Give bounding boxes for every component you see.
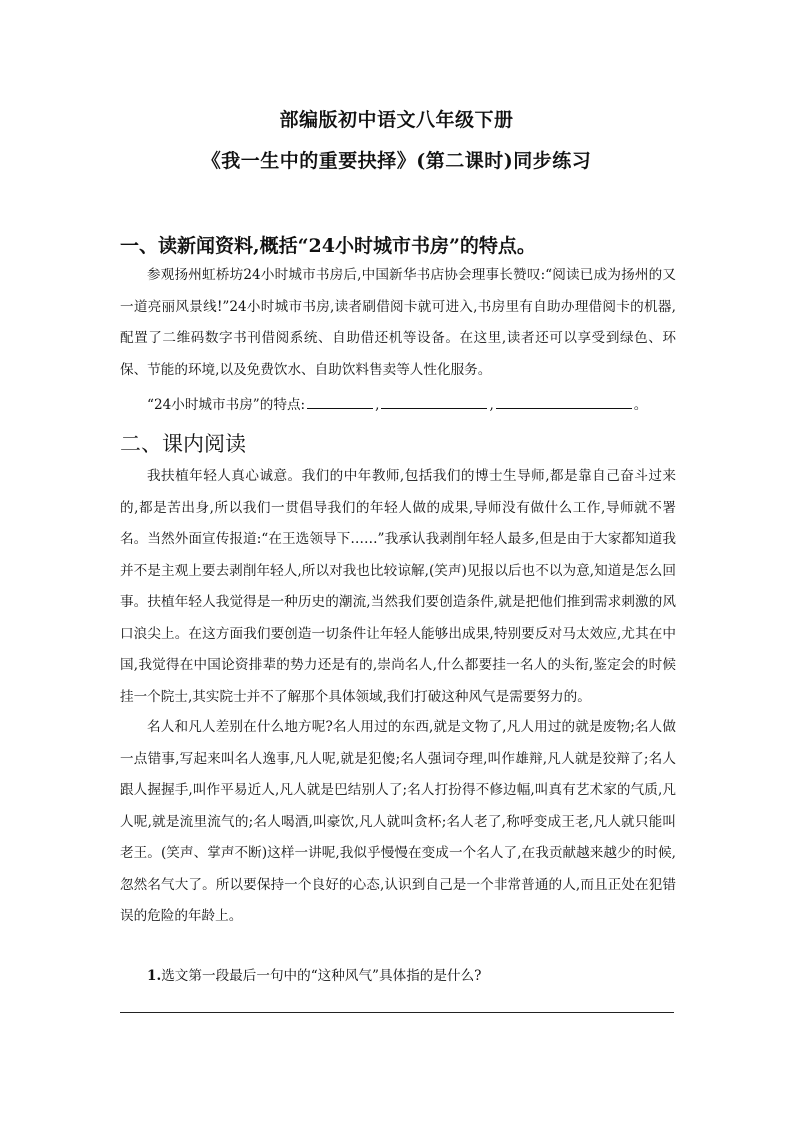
features-prefix: “24小时城市书房”的特点: (147, 397, 306, 413)
news-paragraph: 参观扬州虹桥坊24小时城市书房后,中国新华书店协会理事长赞叹:“阅读已成为扬州的又一道亮丽风景线!”24小时城市书房,读者刷借阅卡就可进入,书房里有自助办理借阅卡的机器,配置了二维码数字书刊借阅系统、自助借还机等设备。在这里,读者还可以享受到绿色、环保、节能的环境,以及免费饮水、自助饮料售卖等人性化服务。 (120, 267, 676, 378)
question-text: 选文第一段最后一句中的“这种风气”具体指的是什么? (161, 968, 482, 984)
question-1 (147, 964, 481, 988)
features-end-punct: 。 (633, 397, 648, 413)
reading-paragraph-1: 我扶植年轻人真心诚意。我们的中年教师,包括我们的博士生导师,都是靠自己奋斗过来的,都是苦出身,所以我们一贯倡导我们的年轻人做的成果,导师没有做什么工作,导师就不署名。当然外面宣传报道:“在王选领导下……”我承认我剥削年轻人最多,但是由于大家都知道我并不是主观上要去剥削年轻人,所以对我也比较谅解,(笑声)见报以后也不以为意,知道是怎么回事。扶植年轻人我觉得是一种历史的潮流,当然我们要创造条件,就是把他们推到需求刺激的风口浪尖上。在这方面我们要创造一切条件让年轻人能够出成果,特别要反对马太效应,尤其在中国,我觉得在中国论资排辈的势力还是有的,崇尚名人,什么都要挂一名人的头衔,鉴定会的时候挂一个院士,其实院士并不了解那个具体领域,我们打破这种风气是需要努力的。 (120, 468, 676, 705)
answer-blank-2[interactable] (381, 394, 487, 409)
section-1-heading: 一、读新闻资料,概括“24小时城市书房”的特点。 (120, 235, 536, 257)
blank-separator-2: , (489, 397, 494, 413)
question-number: 1. (147, 968, 162, 984)
answer-line[interactable] (120, 1012, 674, 1013)
blank-separator-1: , (375, 397, 380, 413)
document-title: 部编版初中语文八年级下册 (279, 109, 514, 131)
reading-paragraph-2: 名人和凡人差别在什么地方呢?名人用过的东西,就是文物了,凡人用过的就是废物;名人做一点错事,写起来叫名人逸事,凡人呢,就是犯傻;名人强词夺理,叫作雄辩,凡人就是狡辩了;名人跟人握握手,叫作平易近人,凡人就是巴结别人了;名人打扮得不修边幅,叫真有艺术家的气质,凡人呢,就是流里流气的;名人喝酒,叫豪饮,凡人就叫贪杯;名人老了,称呼变成王老,凡人就只能叫老王。(笑声、掌声不断)这样一讲呢,我似乎慢慢在变成一个名人了,在我贡献越来越少的时候,忽然名气大了。所以要保持一个良好的心态,认识到自己是一个非常普通的人,而且正处在犯错误的危险的年龄上。 (120, 719, 676, 924)
answer-blank-3[interactable] (496, 394, 632, 409)
features-fill-in-line (147, 393, 647, 417)
answer-blank-1[interactable] (307, 394, 373, 409)
section-2-heading: 二、课内阅读 (120, 432, 246, 456)
document-subtitle: 《我一生中的重要抉择》(第二课时)同步练习 (201, 150, 592, 172)
